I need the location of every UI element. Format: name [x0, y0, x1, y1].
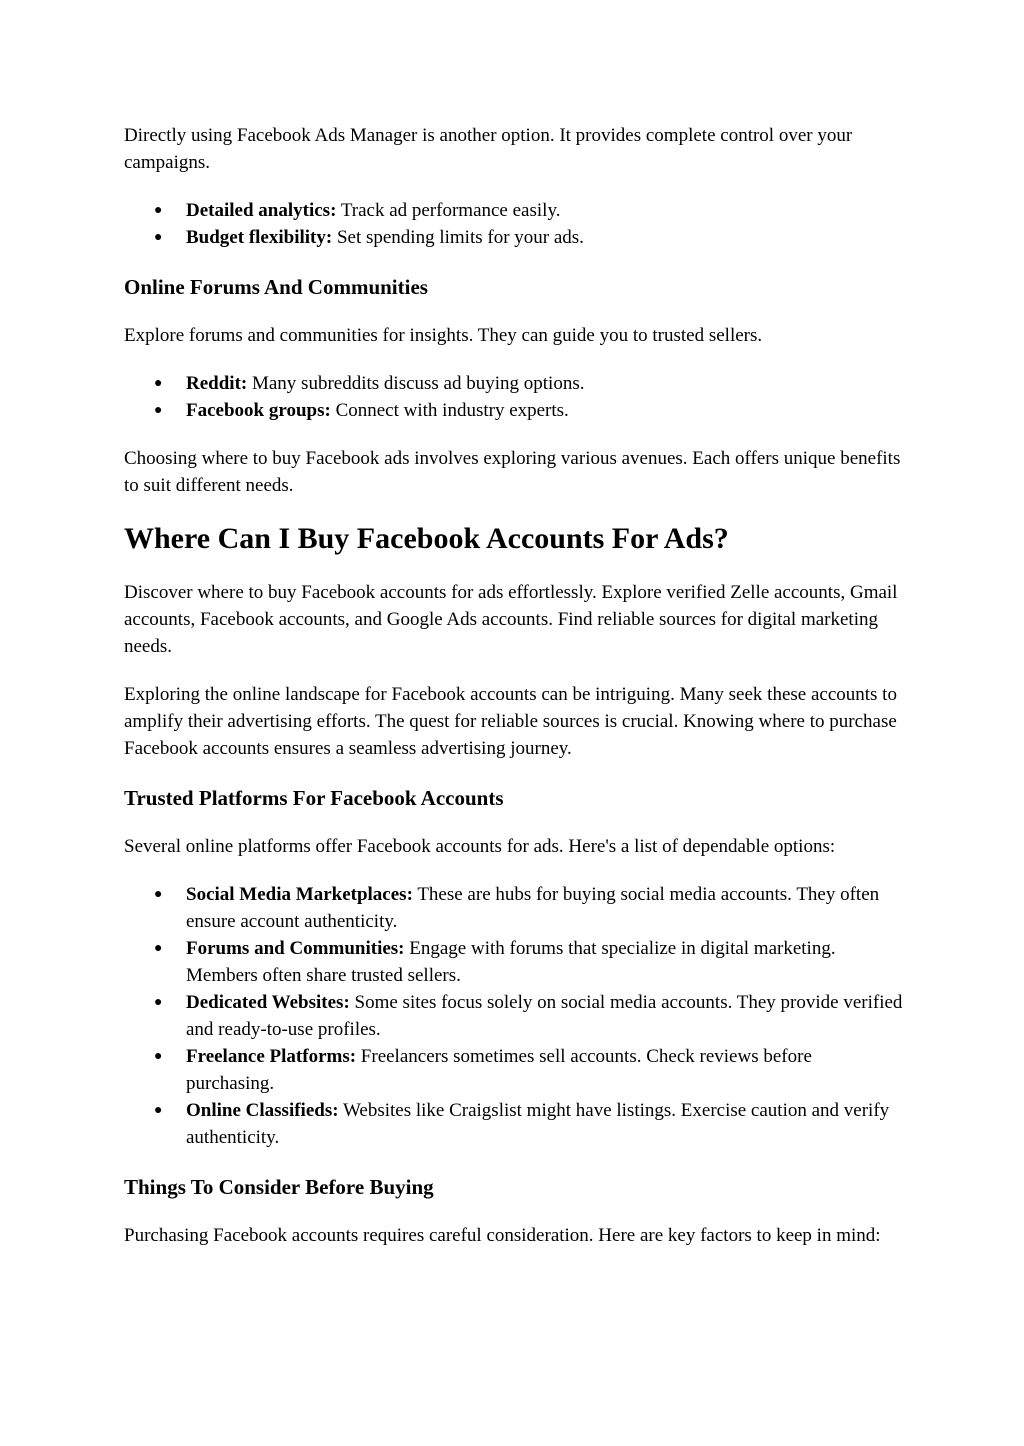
list-item-term: Reddit: — [186, 373, 248, 394]
section-paragraph-2: Exploring the online landscape for Facebook accounts can be intriguing. Many seek these accounts to amplify their advertising efforts. The quest for reliable sources is crucial. Knowing where to purchase Facebook accounts ensures a seamless advertising journey. — [124, 684, 897, 759]
list-item — [124, 989, 904, 1043]
list-item — [124, 224, 904, 251]
list-item-text: Websites like Craigslist might have listings. Exercise caution and verify authenticity. — [186, 1100, 890, 1148]
list-item-term: Online Classifieds: — [186, 1100, 339, 1121]
list-item — [124, 1097, 904, 1151]
forums-paragraph: Explore forums and communities for insights. They can guide you to trusted sellers. — [124, 325, 763, 346]
list-item-term: Forums and Communities: — [186, 938, 405, 959]
platforms-list — [124, 881, 904, 1151]
list-item — [124, 197, 904, 224]
list-item-term: Social Media Marketplaces: — [186, 884, 413, 905]
list-item-term: Facebook groups: — [186, 400, 331, 421]
list-item-term: Budget flexibility: — [186, 227, 333, 248]
platforms-paragraph: Several online platforms offer Facebook accounts for ads. Here's a list of dependable options: — [124, 836, 836, 857]
ads-manager-list — [124, 197, 904, 251]
list-item-term: Detailed analytics: — [186, 200, 337, 221]
forums-closing-paragraph: Choosing where to buy Facebook ads involves exploring various avenues. Each offers unique benefits to suit different needs. — [124, 448, 901, 496]
list-item-term: Dedicated Websites: — [186, 992, 350, 1013]
bullet-icon: ● — [154, 995, 163, 1010]
section-heading: Where Can I Buy Facebook Accounts For Ads? — [124, 522, 729, 555]
consider-paragraph: Purchasing Facebook accounts requires careful consideration. Here are key factors to keep in mind: — [124, 1225, 881, 1246]
bullet-icon: ● — [154, 230, 163, 245]
list-item — [124, 397, 904, 424]
bullet-icon: ● — [154, 203, 163, 218]
consider-heading: Things To Consider Before Buying — [124, 1175, 434, 1199]
bullet-icon: ● — [154, 403, 163, 418]
section-paragraph-1: Discover where to buy Facebook accounts for ads effortlessly. Explore verified Zelle accounts, Gmail accounts, Facebook accounts, and Google Ads accounts. Find reliable sources for digital marketing needs. — [124, 582, 898, 657]
list-item-text: Set spending limits for your ads. — [332, 227, 584, 248]
list-item-text: Engage with forums that specialize in digital marketing. Members often share trusted sellers. — [186, 938, 836, 986]
list-item-text: Many subreddits discuss ad buying options. — [247, 373, 585, 394]
list-item — [124, 935, 904, 989]
list-item — [124, 881, 904, 935]
list-item-text: Freelancers sometimes sell accounts. Check reviews before purchasing. — [186, 1046, 812, 1094]
list-item-text: Track ad performance easily. — [336, 200, 561, 221]
list-item-text: Connect with industry experts. — [330, 400, 569, 421]
list-item — [124, 1043, 904, 1097]
bullet-icon: ● — [154, 941, 163, 956]
list-item-text: These are hubs for buying social media accounts. They often ensure account authenticity. — [186, 884, 880, 932]
bullet-icon: ● — [154, 887, 163, 902]
platforms-heading: Trusted Platforms For Facebook Accounts — [124, 786, 504, 810]
list-item-term: Freelance Platforms: — [186, 1046, 357, 1067]
forums-heading: Online Forums And Communities — [124, 275, 428, 299]
list-item — [124, 370, 904, 397]
bullet-icon: ● — [154, 376, 163, 391]
bullet-icon: ● — [154, 1103, 163, 1118]
forums-list — [124, 370, 904, 424]
list-item-text: Some sites focus solely on social media accounts. They provide verified and ready-to-use profiles. — [186, 992, 903, 1040]
bullet-icon: ● — [154, 1049, 163, 1064]
intro-paragraph: Directly using Facebook Ads Manager is another option. It provides complete control over your campaigns. — [124, 125, 853, 173]
